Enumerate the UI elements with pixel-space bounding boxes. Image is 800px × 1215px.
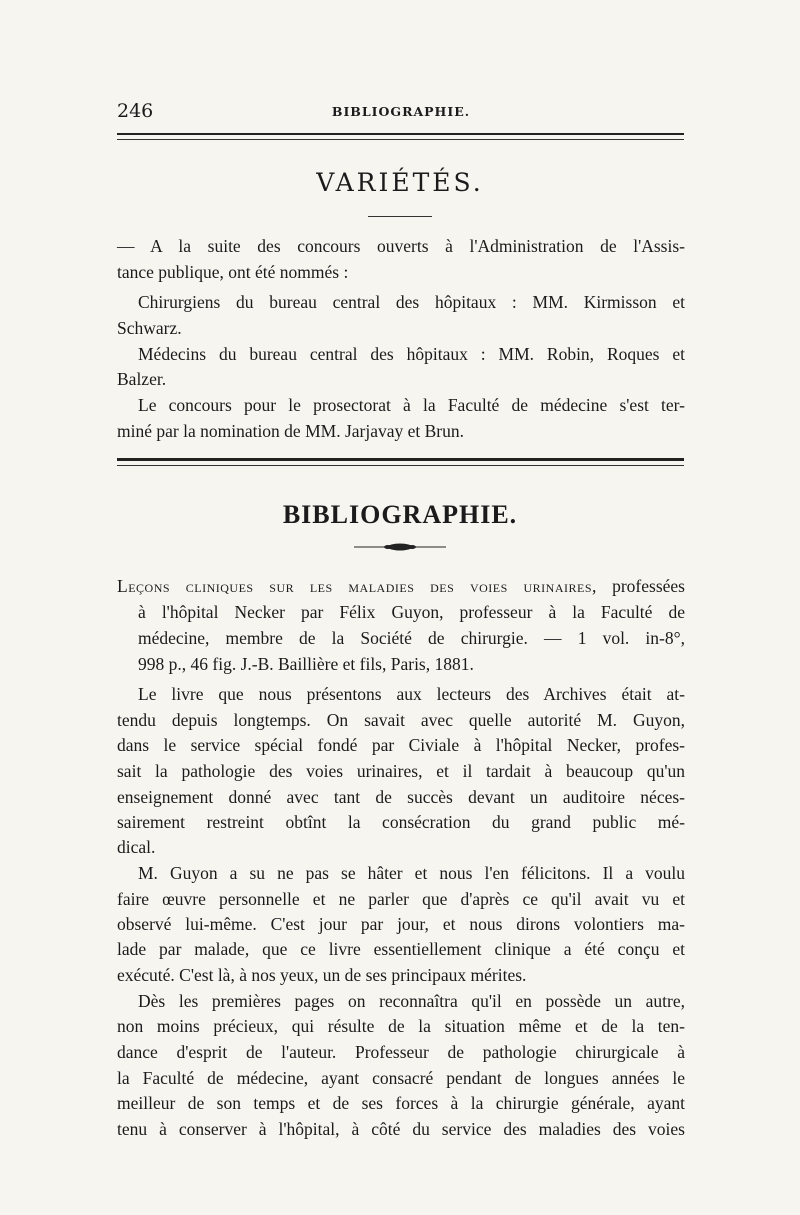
body-line: dical. [117,837,156,857]
body-line: dans le service spécial fondé par Civiale à l'hôpital Necker, profes- [117,735,685,755]
ornament-flourish [354,540,446,554]
body-line: la Faculté de médecine, ayant consacré pendant de longues années le [117,1068,685,1088]
title-underline [368,216,432,217]
section-title-bibliographie: BIBLIOGRAPHIE. [282,500,518,529]
header-rule-thin [117,139,684,140]
entry-title-continuation: professées [612,576,685,596]
varietes-line: Schwarz. [117,318,182,338]
entry-title: Leçons cliniques sur les maladies des voies urinaires, [117,576,597,596]
bibliography-entry-line: à l'hôpital Necker par Félix Guyon, professeur à la Faculté de [138,602,685,622]
varietes-line: miné par la nomination de MM. Jarjavay et Brun. [117,421,465,441]
header-rule [117,133,684,135]
varietes-line: — A la suite des concours ouverts à l'Administration de l'Assis- [117,236,685,256]
body-line: sait la pathologie des voies urinaires, et il tardait à beaucoup qu'un [117,761,685,781]
varietes-line: tance publique, ont été nommés : [117,262,349,282]
body-line: sairement restreint obtînt la consécration du grand public mé- [117,812,685,832]
bibliography-entry-line: 998 p., 46 fig. J.-B. Baillière et fils, Paris, 1881. [138,654,474,674]
body-line: enseignement donné avec tant de succès devant un auditoire néces- [117,787,685,807]
body-line: dance d'esprit de l'auteur. Professeur de pathologie chirurgicale à [117,1042,685,1062]
body-line: exécuté. C'est là, à nos yeux, un de ses principaux mérites. [117,965,527,985]
varietes-line: Médecins du bureau central des hôpitaux : MM. Robin, Roques et [138,344,685,364]
bibliography-entry-line [117,573,685,599]
section-title-varietes: VARIÉTÉS. [316,168,484,197]
body-line: meilleur de son temps et de ses forces à la chirurgie générale, ayant [117,1093,685,1113]
body-line: lade par malade, que ce livre essentiellement clinique a été conçu et [117,939,685,959]
page-header [117,100,685,124]
running-title: BIBLIOGRAPHIE. [331,104,471,119]
bibliography-entry-line: médecine, membre de la Société de chirurgie. — 1 vol. in-8°, [138,628,685,648]
body-line: non moins précieux, qui résulte de la situation même et de la ten- [117,1016,685,1036]
body-line: M. Guyon a su ne pas se hâter et nous l'en félicitons. Il a voulu [138,863,685,883]
body-line: observé lui-même. C'est jour par jour, et nous dirons volontiers ma- [117,914,685,934]
section-divider-thin [117,465,684,466]
body-line: tendu depuis longtemps. On savait avec quelle autorité M. Guyon, [117,710,685,730]
varietes-line: Chirurgiens du bureau central des hôpitaux : MM. Kirmisson et [138,292,685,312]
section-divider [117,458,684,461]
body-line: faire œuvre personnelle et ne parler que d'après ce qu'il avait vu et [117,889,685,909]
body-line: tenu à conserver à l'hôpital, à côté du service des maladies des voies [117,1119,685,1139]
body-line: Le livre que nous présentons aux lecteurs des Archives était at- [138,684,685,704]
varietes-line: Balzer. [117,369,167,389]
page-number: 246 [117,100,154,122]
varietes-line: Le concours pour le prosectorat à la Faculté de médecine s'est ter- [138,395,685,415]
body-line: Dès les premières pages on reconnaîtra qu'il en possède un autre, [138,991,685,1011]
